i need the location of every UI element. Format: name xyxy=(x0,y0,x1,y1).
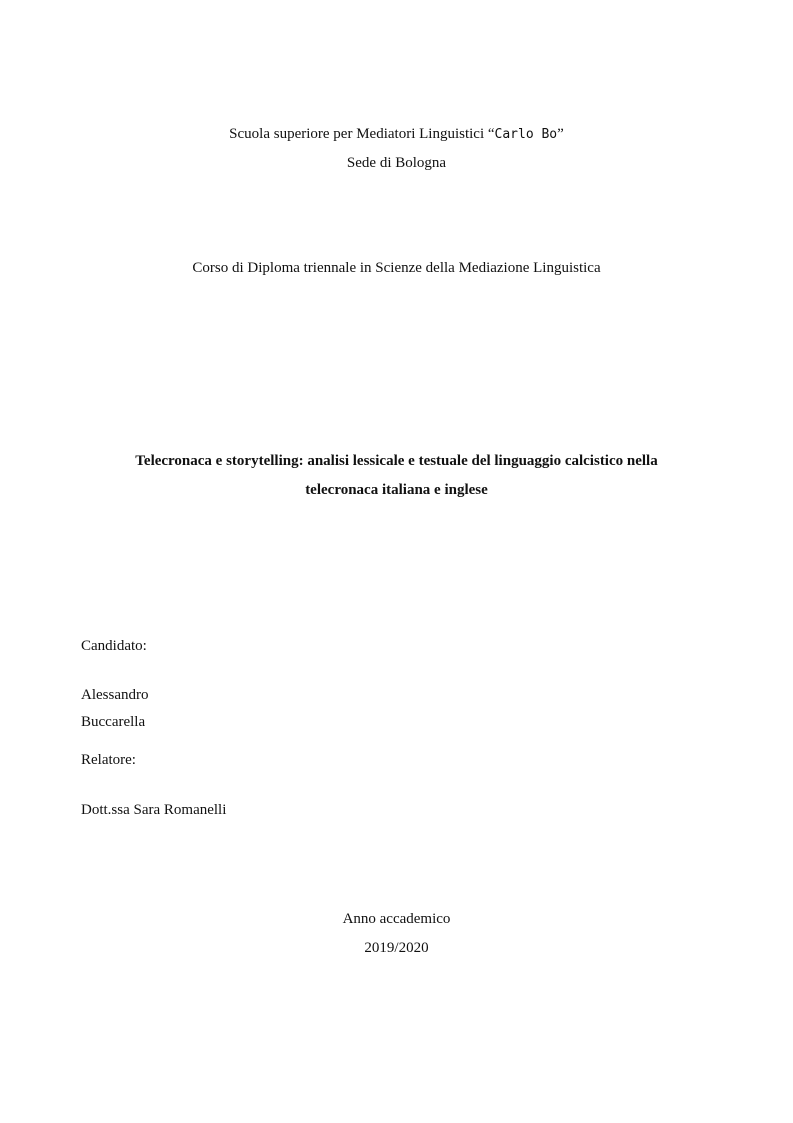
school-name-prefix: Scuola superiore per Mediatori Linguistici “ xyxy=(229,126,495,142)
thesis-title-line-2: telecronaca italiana e inglese xyxy=(305,482,488,498)
candidate-last-name: Buccarella xyxy=(81,714,146,730)
school-name-highlight: Carlo Bo xyxy=(494,127,558,142)
thesis-title-line-1: Telecronaca e storytelling: analisi lessicale e testuale del linguaggio calcistico nella xyxy=(135,453,658,469)
supervisor-label: Relatore: xyxy=(81,752,136,768)
school-location: Sede di Bologna xyxy=(346,155,447,171)
academic-year-label: Anno accademico xyxy=(342,911,451,927)
supervisor-name: Dott.ssa Sara Romanelli xyxy=(81,802,227,818)
course-name: Corso di Diploma triennale in Scienze della Mediazione Linguistica xyxy=(192,260,601,276)
school-name-line xyxy=(0,124,793,145)
candidate-first-name: Alessandro xyxy=(81,687,149,703)
school-name-suffix: ” xyxy=(557,126,564,142)
candidate-label: Candidato: xyxy=(81,638,147,654)
academic-year-value: 2019/2020 xyxy=(364,940,429,956)
